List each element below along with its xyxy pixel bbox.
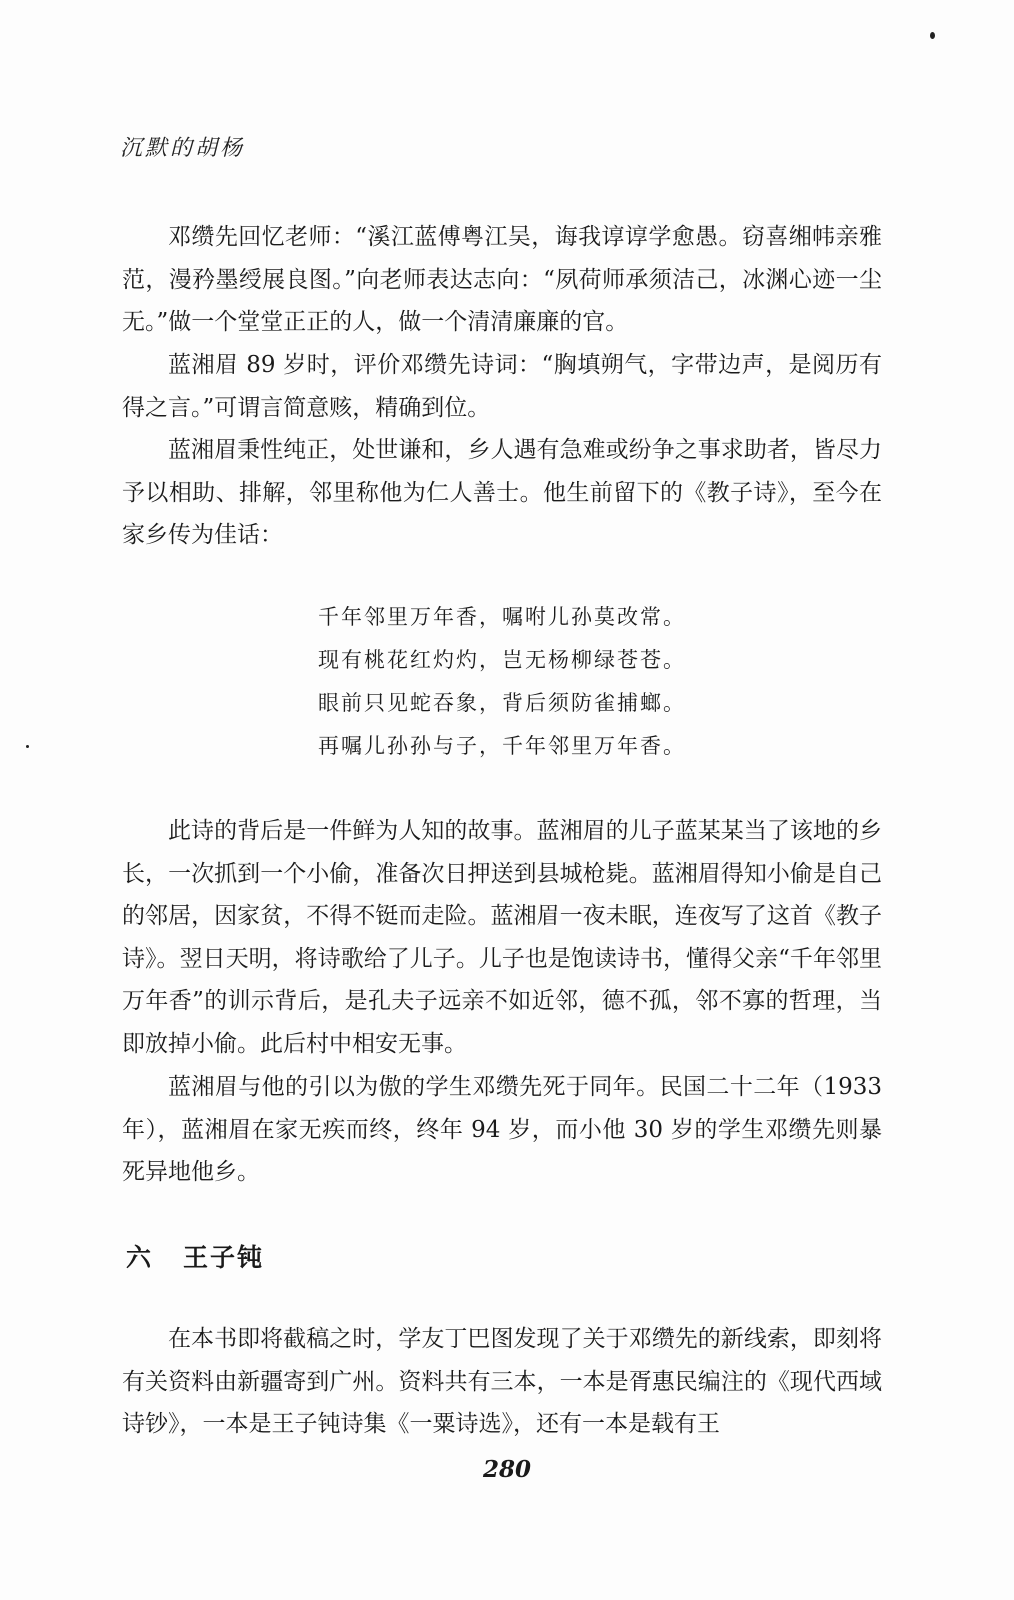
poem-line: 再嘱儿孙孙与子，千年邻里万年香。: [318, 734, 686, 758]
poem-line: 现有桃花红灼灼，岂无杨柳绿苍苍。: [318, 648, 686, 672]
scan-speck: [930, 32, 935, 39]
section-heading: [126, 1238, 264, 1274]
poem-block: [318, 596, 738, 768]
paragraph-teacher-memory: 邓缵先回忆老师：“溪江蓝傅粤江吴，诲我谆谆学愈愚。窃喜缃帏亲雅范，漫矜墨绶展良图。”向老师表达志向：“夙荷师承须洁己，冰渊心迹一尘无。”做一个堂堂正正的人，做一个清清廉廉的官。: [122, 224, 882, 335]
paragraph-death-year: 蓝湘眉与他的引以为傲的学生邓缵先死于同年。民国二十二年（1933 年），蓝湘眉在家无疾而终，终年 94 岁，而小他 30 岁的学生邓缵先则暴死异地他乡。: [122, 1074, 882, 1185]
page-number: 280: [482, 1456, 531, 1483]
section-number: 六: [126, 1243, 154, 1272]
running-head: 沉默的胡杨: [120, 136, 246, 161]
paragraph-character: 蓝湘眉秉性纯正，处世谦和，乡人遇有急难或纷争之事求助者，皆尽力予以相助、排解，邻里称他为仁人善士。他生前留下的《教子诗》，至今在家乡传为佳话：: [122, 437, 882, 548]
paragraph-poetry-evaluation: 蓝湘眉 89 岁时，评价邓缵先诗词：“胸填朔气，字带边声，是阅历有得之言。”可谓言简意赅，精确到位。: [122, 352, 882, 421]
poem-line: 眼前只见蛇吞象，背后须防雀捕螂。: [318, 691, 686, 715]
poem-line: 千年邻里万年香，嘱咐儿孙莫改常。: [318, 605, 686, 629]
section-title: 王子钝: [183, 1243, 265, 1272]
paragraph-poem-story: 此诗的背后是一件鲜为人知的故事。蓝湘眉的儿子蓝某某当了该地的乡长，一次抓到一个小偷，准备次日押送到县城枪毙。蓝湘眉得知小偷是自己的邻居，因家贫，不得不铤而走险。蓝湘眉一夜未眠，连夜写了这首《教子诗》。翌日天明，将诗歌给了儿子。儿子也是饱读诗书，懂得父亲“千年邻里万年香”的训示背后，是孔夫子远亲不如近邻，德不孤，邻不寡的哲理，当即放掉小偷。此后村中相安无事。: [122, 818, 882, 1057]
paragraph-new-clue: 在本书即将截稿之时，学友丁巴图发现了关于邓缵先的新线索，即刻将有关资料由新疆寄到广州。资料共有三本，一本是胥惠民编注的《现代西域诗钞》，一本是王子钝诗集《一粟诗选》，还有一本是载有王: [122, 1326, 882, 1437]
scan-speck: [26, 745, 29, 748]
